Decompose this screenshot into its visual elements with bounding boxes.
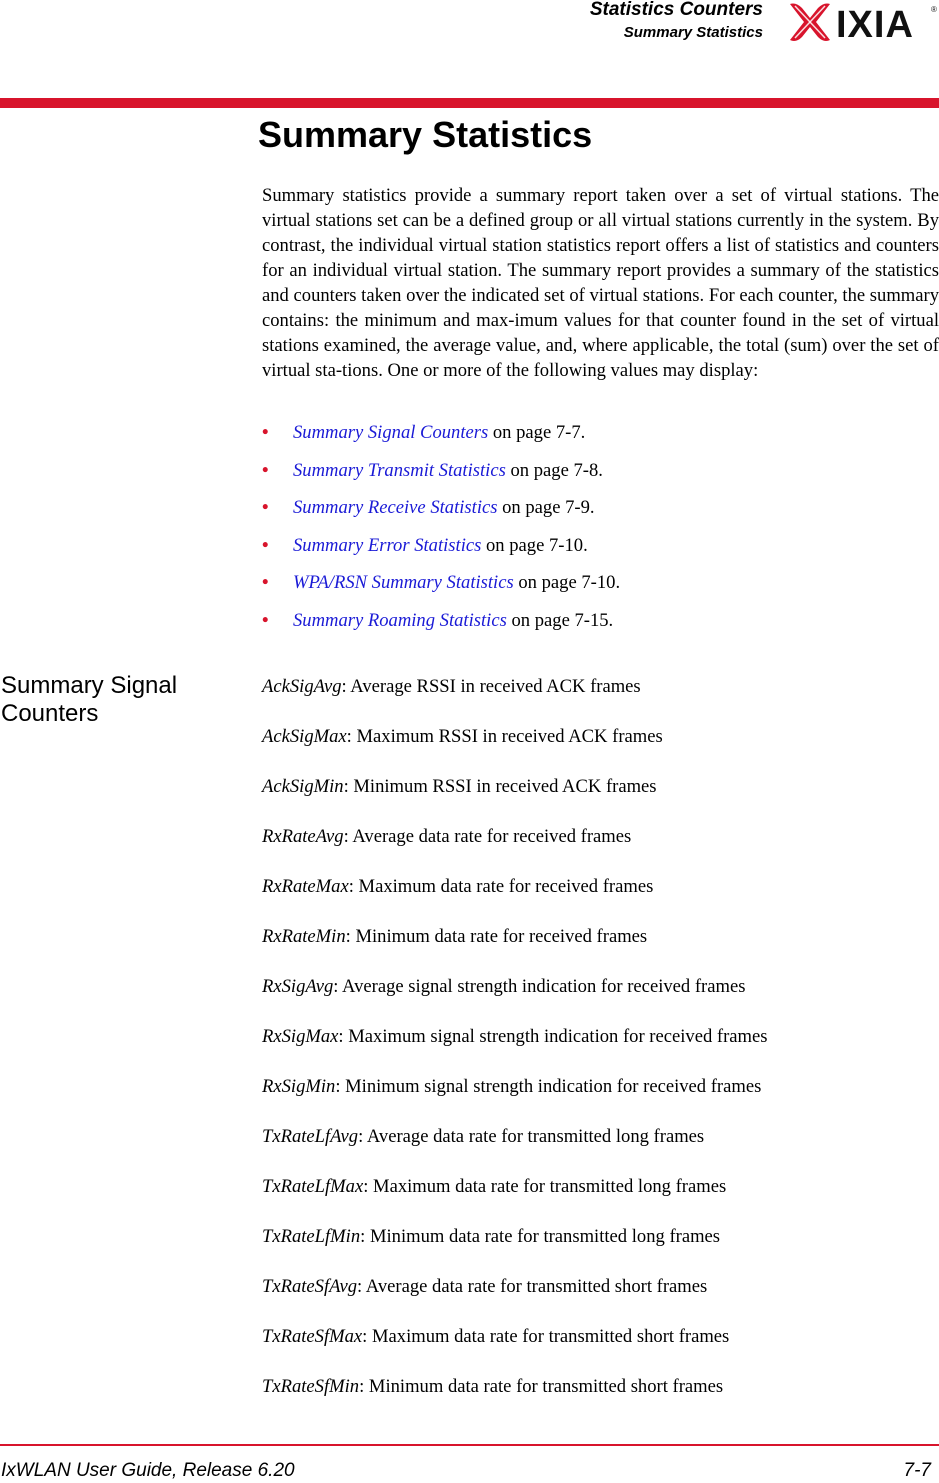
header-rule — [0, 98, 939, 108]
cross-reference-list — [262, 420, 620, 645]
definition-term: RxRateMax — [262, 876, 349, 897]
definition-row — [262, 824, 768, 874]
definition-desc: : Maximum RSSI in received ACK frames — [346, 726, 663, 747]
definition-list — [262, 674, 768, 1424]
xref-link-roaming-statistics[interactable]: Summary Roaming Statistics — [293, 609, 507, 631]
definition-desc: : Minimum signal strength indication for received frames — [335, 1076, 762, 1097]
bullet-icon: • — [262, 609, 269, 631]
list-item — [262, 495, 620, 533]
definition-term: AckSigMin — [262, 776, 344, 797]
footer-guide-title: IxWLAN User Guide, Release 6.20 — [1, 1460, 295, 1481]
header-chapter-title: Statistics Counters — [589, 0, 763, 20]
bullet-icon: • — [262, 497, 269, 518]
list-item — [262, 533, 620, 571]
definition-desc: : Minimum data rate for transmitted short frames — [359, 1376, 724, 1397]
definition-desc: : Average data rate for transmitted long frames — [358, 1126, 705, 1147]
ixia-logo — [786, 0, 938, 46]
section-title: Summary Signal Counters — [1, 672, 178, 727]
bullet-icon: • — [262, 572, 269, 593]
definition-desc: : Average RSSI in received ACK frames — [341, 676, 641, 697]
ixia-x-mark-icon — [790, 4, 830, 42]
definition-row — [262, 1074, 768, 1124]
definition-row — [262, 1274, 768, 1324]
definition-term: RxRateMin — [262, 926, 346, 947]
definition-row — [262, 1124, 768, 1174]
xref-page: on page 7-7. — [488, 422, 586, 443]
definition-term: RxRateAvg — [262, 826, 344, 847]
definition-desc: : Average data rate for transmitted short frames — [357, 1276, 708, 1297]
xref-link-wpa-rsn-statistics[interactable]: WPA/RSN Summary Statistics — [293, 572, 514, 593]
page-title: Summary Statistics — [258, 114, 593, 155]
definition-desc: : Maximum data rate for transmitted long frames — [363, 1176, 727, 1197]
xref-link-signal-counters[interactable]: Summary Signal Counters — [293, 422, 489, 443]
definition-desc: : Maximum signal strength indication for received frames — [338, 1026, 768, 1047]
definition-row — [262, 674, 768, 724]
definition-desc: : Minimum data rate for received frames — [345, 926, 648, 947]
xref-page: on page 7-15. — [506, 609, 614, 631]
definition-term: RxSigMin — [262, 1076, 336, 1097]
footer-page-number: 7-7 — [903, 1460, 931, 1481]
header-section-title: Summary Statistics — [623, 24, 763, 41]
definition-term: TxRateSfMax — [262, 1326, 363, 1347]
list-item — [262, 458, 620, 496]
list-item — [262, 570, 620, 608]
definition-term: RxSigMax — [262, 1026, 339, 1047]
definition-term: AckSigMax — [262, 726, 347, 747]
bullet-icon: • — [262, 422, 269, 443]
definition-row — [262, 1224, 768, 1274]
xref-page: on page 7-10. — [513, 572, 621, 593]
intro-paragraph: Summary statistics provide a summary report taken over a set of virtual stations. The virtual stations set can be a defined group or all virtual stations currently in the system. By contrast, the individual virtual station statistics report offers a list of statistics and counters for an individual virtual station. The summary report provides a summary of the statistics and counters taken over the indicated set of virtual stations. For each counter, the summary contains: the minimum and max-imum values for that counter found in the set of virtual stations examined, the average value, and, where applicable, the total (sum) over the set of virtual sta-tions. One or more of the following values may display: — [262, 185, 939, 381]
definition-row — [262, 774, 768, 824]
definition-row — [262, 924, 768, 974]
ixia-logo-wordmark: IXIA — [836, 4, 914, 46]
xref-page: on page 7-9. — [497, 497, 595, 518]
definition-desc: : Maximum data rate for transmitted short frames — [362, 1326, 730, 1347]
definition-term: TxRateLfMax — [262, 1176, 364, 1197]
definition-term: RxSigAvg — [262, 976, 334, 997]
bullet-icon: • — [262, 534, 269, 556]
definition-row — [262, 1374, 768, 1424]
definition-row — [262, 724, 768, 774]
xref-link-receive-statistics[interactable]: Summary Receive Statistics — [293, 497, 498, 518]
xref-page: on page 7-8. — [505, 459, 603, 481]
registered-mark: ® — [931, 5, 937, 14]
list-item — [262, 420, 620, 458]
definition-term: TxRateLfAvg — [262, 1126, 359, 1147]
definition-term: TxRateSfMin — [262, 1376, 360, 1397]
definition-term: TxRateSfAvg — [262, 1276, 358, 1297]
definition-term: TxRateLfMin — [262, 1226, 361, 1247]
xref-link-error-statistics[interactable]: Summary Error Statistics — [293, 534, 482, 556]
bullet-icon: • — [262, 459, 269, 481]
definition-row — [262, 1024, 768, 1074]
definition-term: AckSigAvg — [262, 676, 342, 697]
definition-row — [262, 874, 768, 924]
xref-page: on page 7-10. — [481, 534, 588, 556]
definition-row — [262, 1324, 768, 1374]
definition-desc: : Average signal strength indication for received frames — [333, 976, 746, 997]
footer-rule — [0, 1444, 939, 1446]
definition-desc: : Maximum data rate for received frames — [348, 876, 654, 897]
definition-desc: : Minimum data rate for transmitted long frames — [360, 1226, 721, 1247]
definition-row — [262, 1174, 768, 1224]
list-item — [262, 608, 620, 646]
definition-row — [262, 974, 768, 1024]
definition-desc: : Minimum RSSI in received ACK frames — [343, 776, 657, 797]
xref-link-transmit-statistics[interactable]: Summary Transmit Statistics — [293, 459, 506, 481]
definition-desc: : Average data rate for received frames — [343, 826, 632, 847]
